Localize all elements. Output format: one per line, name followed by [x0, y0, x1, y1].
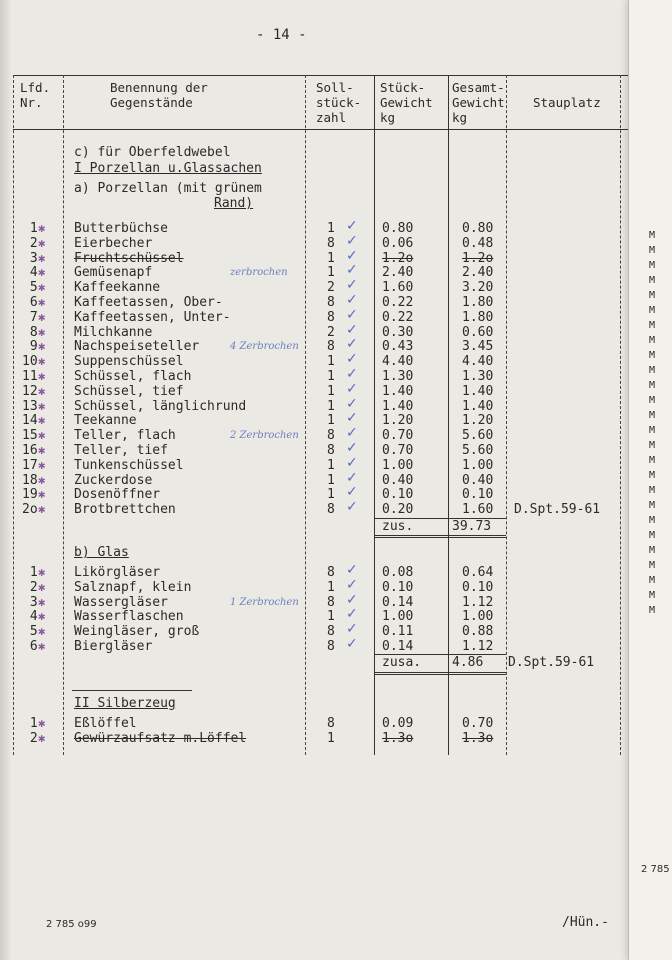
item-name: Schüssel, tief	[74, 383, 184, 399]
item-soll: 1	[327, 731, 335, 746]
check-mark-icon: ✓	[346, 306, 358, 323]
asterisk-mark-icon: ✱	[38, 579, 46, 594]
item-stueck-gewicht: 0.14	[382, 639, 414, 654]
item-gesamt-gewicht: 1.12	[462, 639, 494, 654]
item-name: Nachspeiseteller	[74, 339, 200, 355]
item-gesamt-gewicht: 1.30	[462, 369, 494, 384]
item-soll: 8	[327, 443, 335, 458]
item-soll: 1	[327, 250, 335, 266]
asterisk-mark-icon: ✱	[38, 565, 46, 579]
item-stueck-gewicht: 4.40	[382, 354, 414, 370]
item-gesamt-gewicht: 1.80	[462, 309, 494, 325]
margin-marker: M	[649, 515, 656, 526]
section-a-heading: a) Porzellan (mit grünem	[74, 181, 262, 196]
item-gesamt-gewicht: 1.20	[462, 413, 494, 429]
item-stueck-gewicht: 0.06	[382, 235, 414, 251]
item-gesamt-gewicht: 0.10	[462, 487, 494, 503]
item-name: Dosenöffner	[74, 487, 161, 503]
item-name: Schüssel, flach	[74, 369, 192, 384]
item-name: Gemüsenapf	[74, 265, 153, 281]
item-gesamt-gewicht: 1.60	[462, 502, 494, 518]
check-mark-icon: ✓	[346, 380, 358, 397]
item-stueck-gewicht: 1.40	[382, 398, 414, 414]
margin-marker: M	[649, 245, 656, 256]
check-mark-icon: ✓	[346, 410, 358, 427]
col-header-stueck: Stück- Gewicht kg	[380, 80, 433, 125]
item-soll: 1	[327, 609, 335, 625]
item-stueck-gewicht: 0.10	[382, 579, 414, 595]
asterisk-mark-icon: ✱	[38, 639, 46, 653]
item-name: Suppenschüssel	[74, 354, 184, 370]
margin-marker: M	[649, 275, 656, 286]
check-mark-icon: ✓	[346, 484, 358, 501]
margin-marker: M	[649, 230, 656, 241]
row-number: 7	[22, 309, 38, 325]
col-sep-3	[374, 75, 375, 755]
item-gesamt-gewicht: 1.3o	[462, 731, 494, 746]
glas-sum-double-rule	[374, 672, 506, 675]
item-soll: 1	[327, 472, 335, 488]
col-header-lfd: Lfd. Nr.	[20, 80, 51, 110]
margin-marker: M	[649, 365, 656, 376]
margin-marker: M	[649, 605, 656, 616]
item-soll: 1	[327, 457, 335, 473]
section-II-heading: II Silberzeug	[74, 696, 176, 711]
porzellan-sum-label: zus.	[382, 519, 414, 534]
asterisk-mark-icon: ✱	[38, 354, 46, 369]
row-number: 19	[22, 487, 38, 503]
item-name: Kaffeekanne	[74, 280, 161, 296]
margin-marker: M	[649, 575, 656, 586]
row-number: 5	[22, 280, 38, 296]
item-soll: 1	[327, 398, 335, 414]
item-name: Zuckerdose	[74, 472, 153, 488]
asterisk-mark-icon: ✱	[38, 609, 46, 624]
item-gesamt-gewicht: 0.88	[462, 624, 494, 640]
binding-shadow	[0, 0, 12, 960]
margin-marker: M	[649, 500, 656, 511]
asterisk-mark-icon: ✱	[38, 265, 46, 280]
asterisk-mark-icon: ✱	[38, 716, 46, 730]
col-sep-2	[305, 75, 306, 755]
asterisk-mark-icon: ✱	[38, 502, 46, 517]
page-number: - 14 -	[256, 27, 307, 43]
item-name: Wasserflaschen	[74, 609, 184, 625]
item-stueck-gewicht: 0.08	[382, 565, 414, 580]
margin-marker: M	[649, 335, 656, 346]
row-number: 14	[22, 413, 38, 429]
item-stueck-gewicht: 0.22	[382, 295, 414, 310]
item-gesamt-gewicht: 2.40	[462, 265, 494, 281]
item-name: Teller, flach	[74, 428, 176, 444]
item-name: Biergläser	[74, 639, 153, 654]
glas-stauplatz: D.Spt.59-61	[508, 655, 595, 670]
item-soll: 8	[327, 716, 335, 731]
margin-marker: M	[649, 425, 656, 436]
row-number: 10	[22, 354, 38, 370]
item-stueck-gewicht: 0.09	[382, 716, 414, 731]
item-soll: 8	[327, 594, 335, 610]
item-stueck-gewicht: 1.40	[382, 383, 414, 399]
check-mark-icon: ✓	[346, 636, 358, 652]
check-mark-icon: ✓	[346, 366, 358, 382]
asterisk-mark-icon: ✱	[38, 295, 46, 309]
item-soll: 1	[327, 354, 335, 370]
col-header-gesamt: Gesamt- Gewicht kg	[452, 80, 505, 125]
pencil-note: 1 Zerbrochen	[230, 596, 299, 608]
item-name: Schüssel, länglichrund	[74, 398, 247, 414]
margin-marker: M	[649, 545, 656, 556]
item-stueck-gewicht: 0.80	[382, 221, 414, 236]
margin-marker: M	[649, 380, 656, 391]
row-number: 2	[22, 579, 38, 595]
row-number: 9	[22, 339, 38, 355]
item-stueck-gewicht: 0.14	[382, 594, 414, 610]
item-gesamt-gewicht: 0.10	[462, 579, 494, 595]
asterisk-mark-icon: ✱	[38, 280, 46, 295]
row-number: 3	[22, 594, 38, 610]
margin-marker: M	[649, 590, 656, 601]
row-number: 6	[22, 639, 38, 654]
row-number: 18	[22, 472, 38, 488]
col-header-benennung: Benennung der Gegenstände	[110, 80, 208, 110]
check-mark-icon: ✓	[346, 454, 358, 471]
margin-marker: M	[649, 455, 656, 466]
asterisk-mark-icon: ✱	[38, 383, 46, 398]
item-stueck-gewicht: 1.30	[382, 369, 414, 384]
item-gesamt-gewicht: 1.12	[462, 594, 494, 610]
row-number: 4	[22, 265, 38, 281]
check-mark-icon: ✓	[346, 247, 358, 264]
item-name: Teller, tief	[74, 443, 168, 458]
item-gesamt-gewicht: 0.80	[462, 221, 494, 236]
margin-marker: M	[649, 350, 656, 361]
porzellan-sum-double-rule	[374, 535, 506, 538]
row-number: 12	[22, 383, 38, 399]
row-number: 15	[22, 428, 38, 444]
item-gesamt-gewicht: 0.60	[462, 324, 494, 340]
asterisk-mark-icon: ✱	[38, 472, 46, 487]
item-name: Kaffeetassen, Ober-	[74, 295, 223, 310]
item-name: Milchkanne	[74, 324, 153, 340]
col-header-soll: Soll- stück- zahl	[316, 80, 362, 125]
item-gesamt-gewicht: 4.40	[462, 354, 494, 370]
item-soll: 8	[327, 428, 335, 444]
section-I-heading: I Porzellan u.Glassachen	[74, 161, 262, 176]
item-gesamt-gewicht: 3.45	[462, 339, 494, 355]
margin-marker: M	[649, 470, 656, 481]
check-mark-icon: ✓	[346, 425, 358, 442]
item-gesamt-gewicht: 1.2o	[462, 250, 494, 266]
row-number: 2o	[22, 502, 38, 518]
item-soll: 8	[327, 502, 335, 518]
check-mark-icon: ✓	[346, 336, 358, 353]
item-stueck-gewicht: 1.2o	[382, 250, 414, 266]
item-gesamt-gewicht: 3.20	[462, 280, 494, 296]
next-page-stamp: 2 785	[641, 864, 670, 875]
item-soll: 1	[327, 265, 335, 281]
check-mark-icon: ✓	[346, 621, 358, 638]
asterisk-mark-icon: ✱	[38, 398, 46, 413]
glas-sum-value: 4.86	[452, 655, 484, 670]
item-soll: 2	[327, 280, 335, 296]
margin-marker: M	[649, 260, 656, 271]
check-mark-icon: ✓	[346, 576, 358, 593]
check-mark-icon: ✓	[346, 232, 358, 249]
asterisk-mark-icon: ✱	[38, 339, 46, 354]
glas-sum-label: zusa.	[382, 655, 422, 670]
item-name: Gewürzaufsatz m.Löffel	[74, 731, 247, 746]
margin-marker: M	[649, 320, 656, 331]
item-stueck-gewicht: 0.40	[382, 472, 414, 488]
item-soll: 1	[327, 413, 335, 429]
margin-marker: M	[649, 290, 656, 301]
col-sep-6	[620, 75, 621, 755]
table-top-rule	[13, 75, 628, 76]
asterisk-mark-icon: ✱	[38, 250, 46, 265]
item-name: Likörgläser	[74, 565, 161, 580]
item-name: Fruchtschüssel	[74, 250, 184, 266]
check-mark-icon: ✓	[346, 351, 358, 368]
item-gesamt-gewicht: 1.40	[462, 398, 494, 414]
asterisk-mark-icon: ✱	[38, 221, 46, 235]
porzellan-stauplatz: D.Spt.59-61	[514, 502, 601, 517]
item-stueck-gewicht: 0.20	[382, 502, 414, 518]
asterisk-mark-icon: ✱	[38, 731, 46, 745]
item-gesamt-gewicht: 0.48	[462, 235, 494, 251]
item-stueck-gewicht: 0.22	[382, 309, 414, 325]
col-sep-4	[448, 75, 449, 755]
asterisk-mark-icon: ✱	[38, 413, 46, 428]
item-name: Brotbrettchen	[74, 502, 176, 518]
margin-marker: M	[649, 395, 656, 406]
row-number: 3	[22, 250, 38, 266]
item-stueck-gewicht: 0.70	[382, 428, 414, 444]
item-name: Eierbecher	[74, 235, 153, 251]
porzellan-sum-value: 39.73	[452, 519, 492, 534]
header-bottom-rule	[13, 129, 628, 130]
item-gesamt-gewicht: 0.40	[462, 472, 494, 488]
item-stueck-gewicht: 1.20	[382, 413, 414, 429]
col-header-stauplatz: Stauplatz	[533, 95, 601, 110]
item-gesamt-gewicht: 0.70	[462, 716, 494, 731]
next-page-edge	[628, 0, 672, 960]
check-mark-icon: ✓	[346, 591, 358, 608]
margin-marker: M	[649, 485, 656, 496]
item-name: Eßlöffel	[74, 716, 137, 731]
col-sep-5	[506, 75, 507, 755]
pencil-note: 2 Zerbrochen	[230, 430, 299, 442]
item-gesamt-gewicht: 1.80	[462, 295, 494, 310]
item-gesamt-gewicht: 1.00	[462, 457, 494, 473]
row-number: 11	[22, 369, 38, 384]
check-mark-icon: ✓	[346, 321, 358, 338]
pencil-note: 4 Zerbrochen	[230, 341, 299, 353]
item-soll: 2	[327, 324, 335, 340]
item-soll: 8	[327, 639, 335, 654]
margin-marker: M	[649, 530, 656, 541]
check-mark-icon: ✓	[346, 262, 358, 279]
item-soll: 8	[327, 235, 335, 251]
check-mark-icon: ✓	[346, 277, 358, 294]
item-name: Salznapf, klein	[74, 579, 192, 595]
row-number: 2	[22, 235, 38, 251]
check-mark-icon: ✓	[346, 440, 358, 456]
item-stueck-gewicht: 0.43	[382, 339, 414, 355]
section-a-heading-cont: Rand)	[214, 196, 254, 211]
asterisk-mark-icon: ✱	[38, 487, 46, 502]
item-stueck-gewicht: 0.30	[382, 324, 414, 340]
item-soll: 1	[327, 579, 335, 595]
item-gesamt-gewicht: 5.60	[462, 428, 494, 444]
section-c-heading: c) für Oberfeldwebel	[74, 145, 231, 160]
item-gesamt-gewicht: 5.60	[462, 443, 494, 458]
margin-marker: M	[649, 410, 656, 421]
asterisk-mark-icon: ✱	[38, 457, 46, 472]
check-mark-icon: ✓	[346, 292, 358, 308]
row-number: 8	[22, 324, 38, 340]
item-gesamt-gewicht: 0.64	[462, 565, 494, 580]
item-stueck-gewicht: 1.00	[382, 457, 414, 473]
margin-marker: M	[649, 440, 656, 451]
section-b-heading: b) Glas	[74, 545, 129, 560]
margin-marker: M	[649, 305, 656, 316]
item-stueck-gewicht: 0.10	[382, 487, 414, 503]
asterisk-mark-icon: ✱	[38, 235, 46, 250]
row-number: 1	[22, 716, 38, 731]
row-number: 1	[22, 221, 38, 236]
check-mark-icon: ✓	[346, 469, 358, 486]
row-number: 1	[22, 565, 38, 580]
footer-signature: /Hün.-	[562, 915, 609, 930]
check-mark-icon: ✓	[346, 499, 358, 516]
row-number: 5	[22, 624, 38, 640]
item-name: Tunkenschüssel	[74, 457, 184, 473]
item-gesamt-gewicht: 1.40	[462, 383, 494, 399]
item-soll: 8	[327, 565, 335, 580]
row-number: 4	[22, 609, 38, 625]
check-mark-icon: ✓	[346, 562, 358, 578]
asterisk-mark-icon: ✱	[38, 324, 46, 339]
item-soll: 8	[327, 295, 335, 310]
row-number: 13	[22, 398, 38, 414]
asterisk-mark-icon: ✱	[38, 594, 46, 609]
item-gesamt-gewicht: 1.00	[462, 609, 494, 625]
asterisk-mark-icon: ✱	[38, 309, 46, 324]
item-name: Wassergläser	[74, 594, 168, 610]
asterisk-mark-icon: ✱	[38, 428, 46, 443]
item-soll: 8	[327, 309, 335, 325]
item-soll: 1	[327, 487, 335, 503]
item-stueck-gewicht: 1.60	[382, 280, 414, 296]
asterisk-mark-icon: ✱	[38, 624, 46, 639]
item-name: Weingläser, groß	[74, 624, 200, 640]
item-soll: 1	[327, 383, 335, 399]
item-stueck-gewicht: 1.3o	[382, 731, 414, 746]
row-number: 2	[22, 731, 38, 746]
item-stueck-gewicht: 1.00	[382, 609, 414, 625]
check-mark-icon: ✓	[346, 606, 358, 623]
item-stueck-gewicht: 0.11	[382, 624, 414, 640]
footer-form-number: 2 785 o99	[46, 919, 97, 930]
item-stueck-gewicht: 0.70	[382, 443, 414, 458]
asterisk-mark-icon: ✱	[38, 443, 46, 457]
check-mark-icon: ✓	[346, 395, 358, 412]
section-II-rule	[72, 690, 192, 691]
item-soll: 1	[327, 369, 335, 384]
item-soll: 1	[327, 221, 335, 236]
row-number: 16	[22, 443, 38, 458]
asterisk-mark-icon: ✱	[38, 369, 46, 383]
col-sep-0	[13, 75, 14, 755]
row-number: 17	[22, 457, 38, 473]
item-name: Teekanne	[74, 413, 137, 429]
margin-marker: M	[649, 560, 656, 571]
item-soll: 8	[327, 339, 335, 355]
item-soll: 8	[327, 624, 335, 640]
item-name: Butterbüchse	[74, 221, 168, 236]
col-sep-1	[63, 75, 64, 755]
item-name: Kaffeetassen, Unter-	[74, 309, 231, 325]
pencil-note: zerbrochen	[230, 267, 288, 279]
item-stueck-gewicht: 2.40	[382, 265, 414, 281]
check-mark-icon: ✓	[346, 218, 358, 234]
row-number: 6	[22, 295, 38, 310]
